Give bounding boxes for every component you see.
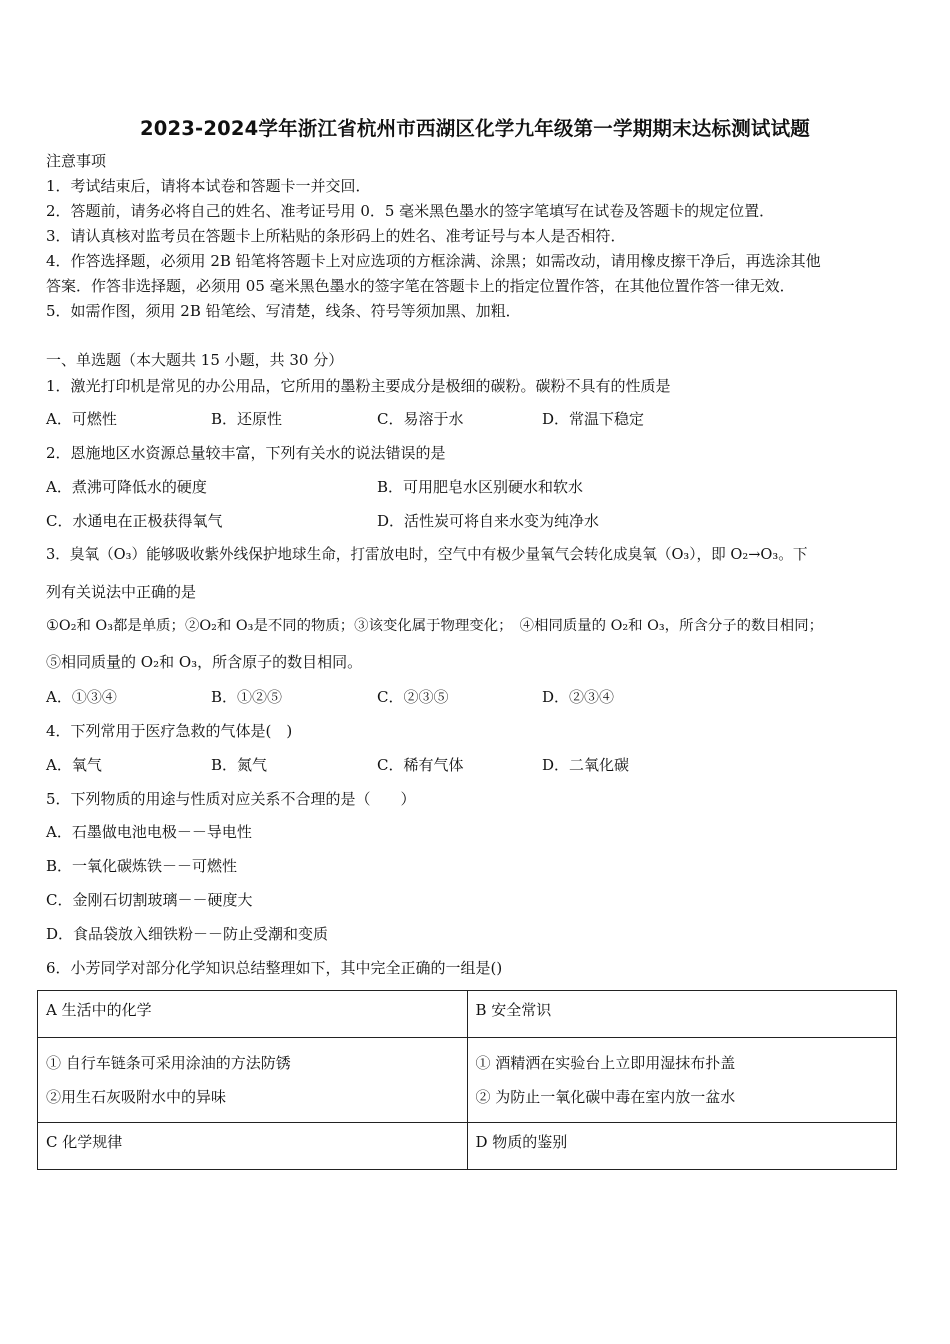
q4-option-c: C．稀有气体 — [377, 756, 464, 774]
q5-option-a: A．石墨做电池电极－－导电性 — [46, 823, 252, 841]
knowledge-summary-table — [37, 990, 897, 1170]
q1-option-c: C．易溶于水 — [377, 410, 464, 428]
notice-item: 2．答题前，请务必将自己的姓名、准考证号用 0．5 毫米黑色墨水的签字笔填写在试卷及答题卡的规定位置． — [46, 202, 775, 220]
q4-option-a: A．氧气 — [46, 756, 102, 774]
table-cell-c-head: C 化学规律 — [38, 1123, 468, 1170]
q3-option-a: A．①③④ — [46, 688, 117, 706]
table-cell-item: ① 酒精洒在实验台上立即用湿抹布扑盖 — [475, 1054, 736, 1072]
notice-item: 1．考试结束后，请将本试卷和答题卡一并交回． — [46, 177, 371, 195]
q3-option-c: C．②③⑤ — [377, 688, 449, 706]
question-2-stem: 2．恩施地区水资源总量较丰富，下列有关水的说法错误的是 — [46, 444, 446, 462]
q2-option-b: B．可用肥皂水区别硬水和软水 — [377, 478, 584, 496]
notice-item: 5．如需作图，须用 2B 铅笔绘、写清楚，线条、符号等须加黑、加粗． — [46, 302, 521, 320]
q2-option-c: C．水通电在正极获得氧气 — [46, 512, 223, 530]
table-cell-b-head: B 安全常识 — [467, 991, 897, 1038]
q2-option-a: A．煮沸可降低水的硬度 — [46, 478, 207, 496]
table-cell-item: ① 自行车链条可采用涂油的方法防锈 — [46, 1054, 291, 1072]
question-5-stem: 5．下列物质的用途与性质对应关系不合理的是（ ） — [46, 790, 416, 808]
notice-item: 3．请认真核对监考员在答题卡上所粘贴的条形码上的姓名、准考证号与本人是否相符． — [46, 227, 626, 245]
notice-heading: 注意事项 — [46, 152, 107, 170]
page-title: 2023-2024学年浙江省杭州市西湖区化学九年级第一学期期末达标测试试题 — [139, 117, 811, 140]
q5-option-d: D．食品袋放入细铁粉－－防止受潮和变质 — [46, 925, 329, 943]
q3-option-b: B．①②⑤ — [211, 688, 283, 706]
q1-option-a: A．可燃性 — [46, 410, 117, 428]
section-heading: 一、单选题（本大题共 15 小题，共 30 分） — [46, 351, 344, 369]
q1-option-b: B．还原性 — [211, 410, 283, 428]
table-cell-item: ②用生石灰吸附水中的异味 — [46, 1088, 227, 1106]
question-3-stem: 列有关说法中正确的是 — [46, 583, 197, 601]
question-6-stem: 6．小芳同学对部分化学知识总结整理如下，其中完全正确的一组是() — [46, 959, 503, 977]
question-3-statements: ⑤相同质量的 O₂和 O₃，所含原子的数目相同。 — [46, 653, 363, 671]
q5-option-b: B．一氧化碳炼铁－－可燃性 — [46, 857, 238, 875]
q4-option-d: D．二氧化碳 — [542, 756, 630, 774]
question-3-stem: 3．臭氧（O₃）能够吸收紫外线保护地球生命，打雷放电时，空气中有极少量氧气会转化成臭氧（O₃），即 O₂→O₃。下 — [46, 546, 808, 563]
question-1-stem: 1．激光打印机是常见的办公用品，它所用的墨粉主要成分是极细的碳粉。碳粉不具有的性质是 — [46, 377, 671, 395]
table-cell-a-body — [38, 1038, 468, 1123]
q1-option-d: D．常温下稳定 — [542, 410, 645, 428]
question-4-stem: 4．下列常用于医疗急救的气体是( ) — [46, 722, 293, 740]
table-cell-a-head: A 生活中的化学 — [38, 991, 468, 1038]
question-3-statements: ①O₂和 O₃都是单质；②O₂和 O₃是不同的物质；③该变化属于物理变化； ④相同质量的 O₂和 O₃，所含分子的数目相同； — [46, 618, 823, 634]
table-cell-b-body — [467, 1038, 897, 1123]
q2-option-d: D．活性炭可将自来水变为纯净水 — [377, 512, 600, 530]
notice-item: 答案．作答非选择题，必须用 05 毫米黑色墨水的签字笔在答题卡上的指定位置作答，在其他位置作答一律无效． — [46, 277, 795, 295]
q3-option-d: D．②③④ — [542, 688, 615, 706]
table-cell-item: ② 为防止一氧化碳中毒在室内放一盆水 — [475, 1088, 736, 1106]
table-cell-d-head: D 物质的鉴别 — [467, 1123, 897, 1170]
q4-option-b: B．氮气 — [211, 756, 268, 774]
q5-option-c: C．金刚石切割玻璃－－硬度大 — [46, 891, 253, 909]
notice-item: 4．作答选择题，必须用 2B 铅笔将答题卡上对应选项的方框涂满、涂黑；如需改动，请用橡皮擦干净后，再选涂其他 — [46, 252, 821, 270]
